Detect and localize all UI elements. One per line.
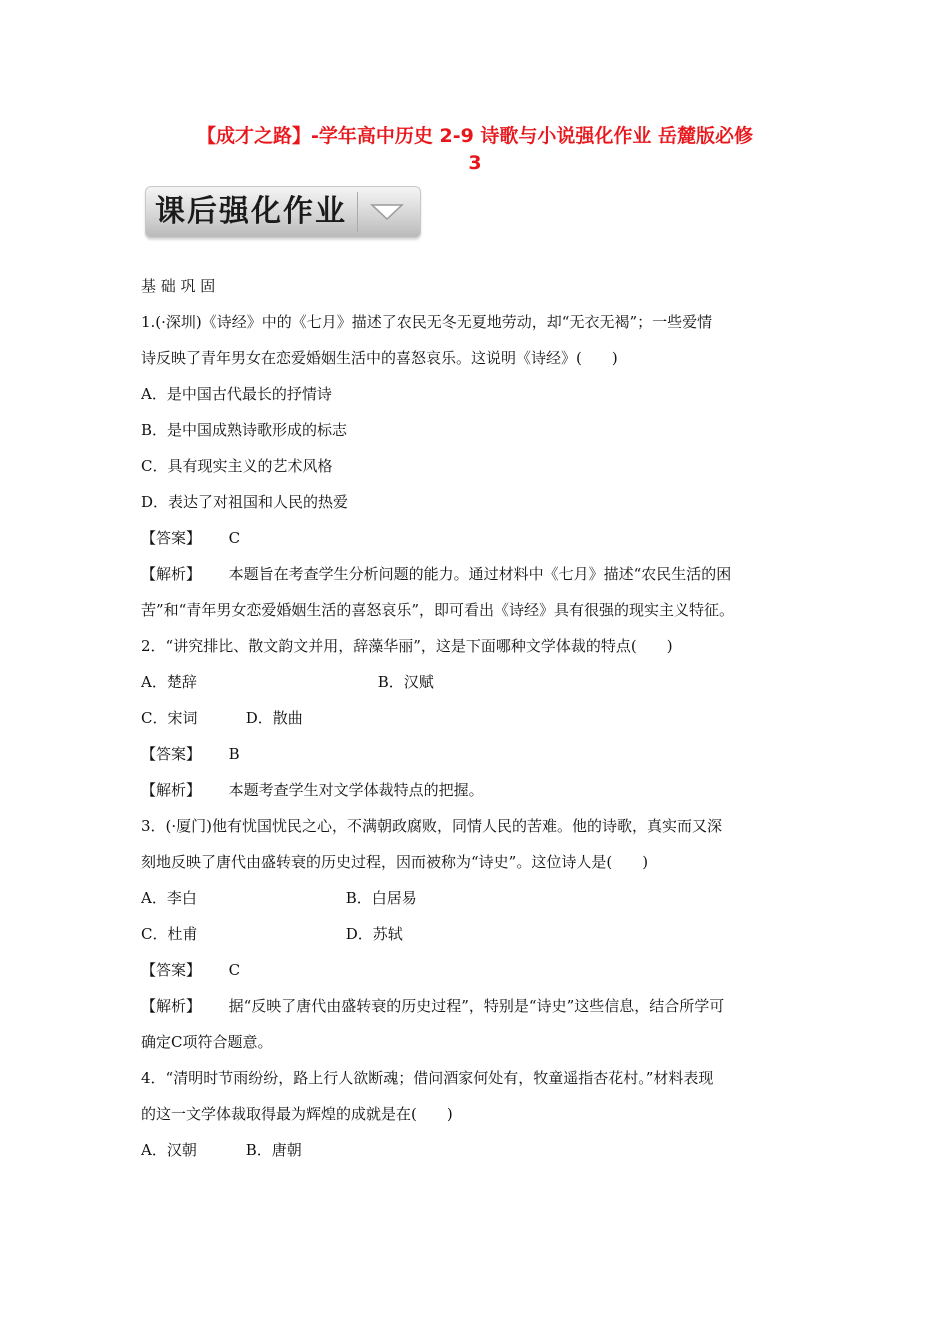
q3-option-b: B．白居易 <box>345 889 417 907</box>
analysis-text: 本题旨在考查学生分析问题的能力。通过材料中《七月》描述“农民生活的困 <box>228 565 732 583</box>
q1-stem-line-2: 诗反映了青年男女在恋爱婚姻生活中的喜怒哀乐。这说明《诗经》( ) <box>141 349 618 367</box>
document-title <box>100 123 850 177</box>
q4-stem-line-1: 4．“清明时节雨纷纷，路上行人欲断魂；借问酒家何处有，牧童遥指杏花村。”材料表现 <box>141 1069 714 1087</box>
q4-stem-line-2: 的这一文学体裁取得最为辉煌的成就是在( ) <box>141 1105 453 1123</box>
q3-option-d: D．苏轼 <box>345 925 403 943</box>
q2-stem: 2．“讲究排比、散文韵文并用，辞藻华丽”，这是下面哪种文学体裁的特点( ) <box>141 637 673 655</box>
answer-label: 【答案】 <box>141 745 202 763</box>
answer-value: C <box>228 961 241 979</box>
analysis-text: 据“反映了唐代由盛转衰的历史过程”，特别是“诗史”这些信息，结合所学可 <box>228 997 725 1015</box>
title-line-2: 3 <box>468 152 482 174</box>
q1-option-a: A．是中国古代最长的抒情诗 <box>141 385 332 403</box>
q2-option-c: C．宋词 <box>141 709 198 727</box>
q2-options-row-2 <box>141 700 821 736</box>
q1-answer <box>141 520 821 556</box>
analysis-label: 【解析】 <box>141 565 202 583</box>
q2-option-d: D．散曲 <box>245 709 303 727</box>
q2-answer <box>141 736 821 772</box>
answer-label: 【答案】 <box>141 529 202 547</box>
chevron-down-icon <box>357 192 416 232</box>
title-line-1: 【成才之路】-学年高中历史 2-9 诗歌与小说强化作业 岳麓版必修 <box>196 125 754 147</box>
q1-option-c: C．具有现实主义的艺术风格 <box>141 457 333 475</box>
q3-option-c: C．杜甫 <box>141 925 198 943</box>
answer-label: 【答案】 <box>141 961 202 979</box>
section-heading: 基 础 巩 固 <box>141 277 216 295</box>
analysis-label: 【解析】 <box>141 997 202 1015</box>
section-banner <box>145 186 421 238</box>
analysis-label: 【解析】 <box>141 781 202 799</box>
q1-option-d: D．表达了对祖国和人民的热爱 <box>141 493 349 511</box>
q4-options-row-1 <box>141 1132 821 1168</box>
q3-analysis-line-1 <box>141 988 821 1024</box>
answer-value: B <box>228 745 240 763</box>
q1-analysis-line-2: 苦”和“青年男女恋爱婚姻生活的喜怒哀乐”，即可看出《诗经》具有很强的现实主义特征。 <box>141 601 735 619</box>
q1-stem-line-1: 1.(·深圳)《诗经》中的《七月》描述了农民无冬无夏地劳动，却“无衣无褐”；一些爱情 <box>141 313 713 331</box>
banner-text: 课后强化作业 <box>155 194 347 229</box>
q2-option-a: A．楚辞 <box>141 673 197 691</box>
q1-option-b: B．是中国成熟诗歌形成的标志 <box>141 421 348 439</box>
q2-options-row-1 <box>141 664 821 700</box>
answer-value: C <box>228 529 241 547</box>
q3-options-row-2 <box>141 916 821 952</box>
q3-options-row-1 <box>141 880 821 916</box>
q1-analysis-line-1 <box>141 556 821 592</box>
q4-option-a: A．汉朝 <box>141 1141 197 1159</box>
q2-analysis <box>141 772 821 808</box>
analysis-text: 本题考查学生对文学体裁特点的把握。 <box>228 781 484 799</box>
q4-option-b: B．唐朝 <box>245 1141 302 1159</box>
q3-option-a: A．李白 <box>141 889 197 907</box>
q3-analysis-line-2: 确定C项符合题意。 <box>141 1033 273 1051</box>
document-body <box>141 268 821 1168</box>
q3-stem-line-2: 刻地反映了唐代由盛转衰的历史过程，因而被称为“诗史”。这位诗人是( ) <box>141 853 649 871</box>
q3-answer <box>141 952 821 988</box>
q2-option-b: B．汉赋 <box>377 673 434 691</box>
q3-stem-line-1: 3．(·厦门)他有忧国忧民之心，不满朝政腐败，同情人民的苦难。他的诗歌，真实而又深 <box>141 817 723 835</box>
